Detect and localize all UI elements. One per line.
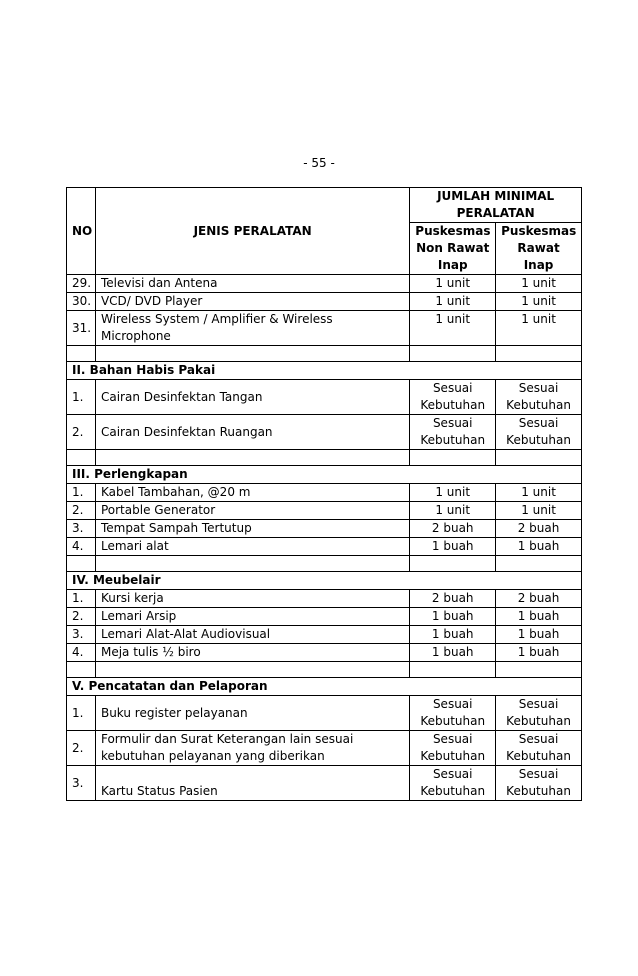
- qty-non-rawat-inap: 2 buah: [410, 590, 496, 608]
- page-number: - 55 -: [303, 156, 335, 170]
- qty-rawat-inap: 1 unit: [496, 275, 582, 293]
- table-row: [67, 626, 582, 644]
- table-row: [67, 608, 582, 626]
- table-row: [67, 275, 582, 293]
- table-row: [67, 502, 582, 520]
- section-row: [67, 466, 582, 484]
- qty-rawat-inap: 1 unit: [496, 484, 582, 502]
- qty-rawat-inap: Sesuai Kebutuhan: [496, 766, 582, 801]
- qty-non-rawat-inap: 1 unit: [410, 311, 496, 346]
- header-no: NO: [67, 188, 96, 275]
- item-name: Kabel Tambahan, @20 m: [95, 484, 409, 502]
- section-row: [67, 572, 582, 590]
- table-row: [67, 731, 582, 766]
- table-row: [67, 415, 582, 450]
- header-puskesmas-rawat-inap: Puskesmas Rawat Inap: [496, 223, 582, 275]
- item-name: Kursi kerja: [95, 590, 409, 608]
- table-row: [67, 293, 582, 311]
- table-row: [67, 380, 582, 415]
- header-jenis-peralatan: JENIS PERALATAN: [95, 188, 409, 275]
- qty-rawat-inap: Sesuai Kebutuhan: [496, 696, 582, 731]
- qty-rawat-inap: 1 unit: [496, 293, 582, 311]
- row-number: 3.: [67, 626, 96, 644]
- row-number: 31.: [67, 311, 96, 346]
- qty-rawat-inap: 2 buah: [496, 590, 582, 608]
- qty-rawat-inap: 2 buah: [496, 520, 582, 538]
- item-name: Cairan Desinfektan Tangan: [95, 380, 409, 415]
- row-number: 1.: [67, 590, 96, 608]
- table-row: [67, 311, 582, 346]
- table-row: [67, 520, 582, 538]
- qty-rawat-inap: 1 buah: [496, 538, 582, 556]
- item-name: Televisi dan Antena: [95, 275, 409, 293]
- table-row: [67, 484, 582, 502]
- equipment-table: [66, 187, 582, 801]
- row-number: 3.: [67, 520, 96, 538]
- section-title: III. Perlengkapan: [67, 466, 582, 484]
- section-title: IV. Meubelair: [67, 572, 582, 590]
- qty-rawat-inap: 1 buah: [496, 608, 582, 626]
- item-name: Cairan Desinfektan Ruangan: [95, 415, 409, 450]
- item-name: Buku register pelayanan: [95, 696, 409, 731]
- qty-non-rawat-inap: 1 buah: [410, 644, 496, 662]
- item-name: Tempat Sampah Tertutup: [95, 520, 409, 538]
- qty-rawat-inap: 1 unit: [496, 311, 582, 346]
- row-number: 3.: [67, 766, 96, 801]
- item-name: Kartu Status Pasien: [95, 766, 409, 801]
- qty-rawat-inap: 1 buah: [496, 626, 582, 644]
- row-number: 30.: [67, 293, 96, 311]
- qty-non-rawat-inap: 1 unit: [410, 502, 496, 520]
- item-name: Wireless System / Amplifier & Wireless Microphone: [95, 311, 409, 346]
- row-number: 4.: [67, 644, 96, 662]
- table-row: [67, 766, 582, 801]
- qty-non-rawat-inap: 1 unit: [410, 484, 496, 502]
- table-row: [67, 644, 582, 662]
- row-number: 2.: [67, 608, 96, 626]
- table-row: [67, 538, 582, 556]
- header-puskesmas-non-rawat-inap: Puskesmas Non Rawat Inap: [410, 223, 496, 275]
- blank-row: [67, 662, 582, 678]
- row-number: 2.: [67, 731, 96, 766]
- qty-non-rawat-inap: Sesuai Kebutuhan: [410, 415, 496, 450]
- table-row: [67, 590, 582, 608]
- item-name: VCD/ DVD Player: [95, 293, 409, 311]
- row-number: 1.: [67, 380, 96, 415]
- row-number: 4.: [67, 538, 96, 556]
- section-title: V. Pencatatan dan Pelaporan: [67, 678, 582, 696]
- qty-rawat-inap: Sesuai Kebutuhan: [496, 731, 582, 766]
- section-row: [67, 362, 582, 380]
- qty-rawat-inap: Sesuai Kebutuhan: [496, 380, 582, 415]
- qty-non-rawat-inap: Sesuai Kebutuhan: [410, 696, 496, 731]
- row-number: 2.: [67, 415, 96, 450]
- row-number: 1.: [67, 484, 96, 502]
- qty-non-rawat-inap: 1 unit: [410, 275, 496, 293]
- qty-non-rawat-inap: Sesuai Kebutuhan: [410, 766, 496, 801]
- item-name: Lemari Alat-Alat Audiovisual: [95, 626, 409, 644]
- qty-non-rawat-inap: 1 unit: [410, 293, 496, 311]
- qty-non-rawat-inap: 1 buah: [410, 538, 496, 556]
- qty-non-rawat-inap: 2 buah: [410, 520, 496, 538]
- item-name: Formulir dan Surat Keterangan lain sesuai kebutuhan pelayanan yang diberikan: [95, 731, 409, 766]
- item-name: Portable Generator: [95, 502, 409, 520]
- qty-non-rawat-inap: 1 buah: [410, 626, 496, 644]
- qty-non-rawat-inap: Sesuai Kebutuhan: [410, 380, 496, 415]
- blank-row: [67, 556, 582, 572]
- qty-rawat-inap: 1 buah: [496, 644, 582, 662]
- row-number: 1.: [67, 696, 96, 731]
- row-number: 2.: [67, 502, 96, 520]
- item-name: Lemari Arsip: [95, 608, 409, 626]
- item-name: Meja tulis ½ biro: [95, 644, 409, 662]
- blank-row: [67, 346, 582, 362]
- qty-non-rawat-inap: Sesuai Kebutuhan: [410, 731, 496, 766]
- qty-rawat-inap: Sesuai Kebutuhan: [496, 415, 582, 450]
- row-number: 29.: [67, 275, 96, 293]
- header-jumlah-minimal: JUMLAH MINIMAL PERALATAN: [410, 188, 582, 223]
- blank-row: [67, 450, 582, 466]
- section-row: [67, 678, 582, 696]
- item-name: Lemari alat: [95, 538, 409, 556]
- section-title: II. Bahan Habis Pakai: [67, 362, 582, 380]
- qty-rawat-inap: 1 unit: [496, 502, 582, 520]
- table-row: [67, 696, 582, 731]
- qty-non-rawat-inap: 1 buah: [410, 608, 496, 626]
